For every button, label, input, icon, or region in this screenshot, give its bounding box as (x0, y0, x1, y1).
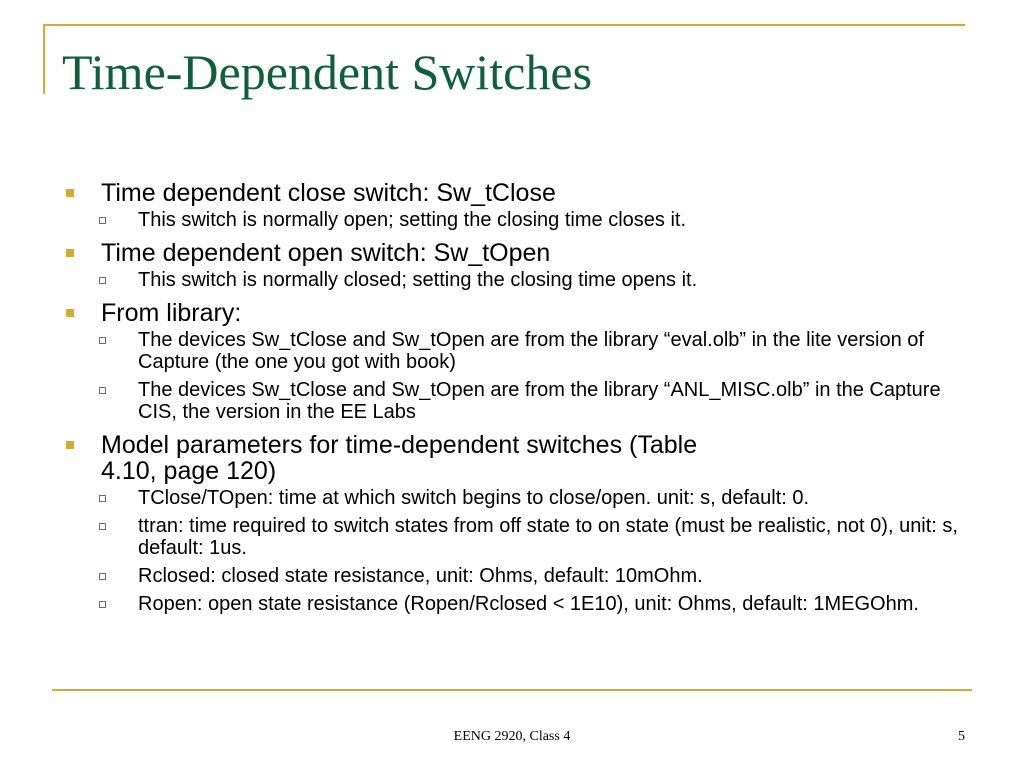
sub-bullet-ropen (97, 593, 962, 615)
sub-bullet-text: ttran: time required to switch states from off state to on state (must be realistic, not 0), unit: s, default: 1us. (138, 515, 958, 559)
slide-frame-top-rule (43, 24, 965, 26)
bullet-open-switch (62, 240, 962, 266)
filled-square-bullet-icon (66, 249, 74, 257)
hollow-square-bullet-icon (99, 573, 106, 580)
sub-bullet-text: The devices Sw_tClose and Sw_tOpen are from the library “ANL_MISC.olb” in the Capture CIS, the version in the EE Labs (138, 379, 941, 423)
slide-frame-left-rule (43, 24, 45, 94)
hollow-square-bullet-icon (99, 217, 106, 224)
sub-bullet-normally-open (97, 209, 962, 231)
sub-bullet-eval-library (97, 329, 962, 373)
slide-footer: EENG 2920, Class 4 (453, 729, 571, 744)
hollow-square-bullet-icon (99, 277, 106, 284)
sub-bullet-anl-misc-library (97, 379, 962, 423)
bullet-text: From library: (101, 299, 242, 327)
bullet-text: Model parameters for time-dependent switches (Table 4.10, page 120) (101, 431, 698, 485)
sub-bullet-rclosed (97, 565, 962, 587)
bullet-text: Time dependent close switch: Sw_tClose (101, 179, 556, 207)
footer-rule (52, 689, 972, 691)
sub-bullet-text: Ropen: open state resistance (Ropen/Rclosed < 1E10), unit: Ohms, default: 1MEGOhm. (138, 593, 919, 615)
page-number: 5 (958, 729, 965, 744)
filled-square-bullet-icon (66, 309, 74, 317)
sub-bullet-normally-closed (97, 269, 962, 291)
bullet-close-switch (62, 180, 962, 206)
sub-bullet-tclose-topen (97, 487, 962, 509)
hollow-square-bullet-icon (99, 387, 106, 394)
slide-title: Time-Dependent Switches (62, 44, 593, 100)
sub-bullet-text: This switch is normally closed; setting the closing time opens it. (138, 269, 698, 291)
sub-bullet-text: The devices Sw_tClose and Sw_tOpen are from the library “eval.olb” in the lite version of Capture (the one you got with book) (138, 329, 924, 373)
sub-bullet-ttran (97, 515, 962, 559)
hollow-square-bullet-icon (99, 495, 106, 502)
hollow-square-bullet-icon (99, 337, 106, 344)
hollow-square-bullet-icon (99, 601, 106, 608)
sub-bullet-text: This switch is normally open; setting the closing time closes it. (138, 209, 686, 231)
hollow-square-bullet-icon (99, 523, 106, 530)
filled-square-bullet-icon (66, 441, 74, 449)
filled-square-bullet-icon (66, 189, 74, 197)
slide-content (62, 180, 962, 615)
sub-bullet-text: Rclosed: closed state resistance, unit: Ohms, default: 10mOhm. (138, 565, 703, 587)
bullet-model-parameters (62, 432, 962, 484)
sub-bullet-text: TClose/TOpen: time at which switch begins to close/open. unit: s, default: 0. (138, 487, 810, 509)
bullet-text: Time dependent open switch: Sw_tOpen (101, 239, 551, 267)
bullet-from-library (62, 300, 962, 326)
